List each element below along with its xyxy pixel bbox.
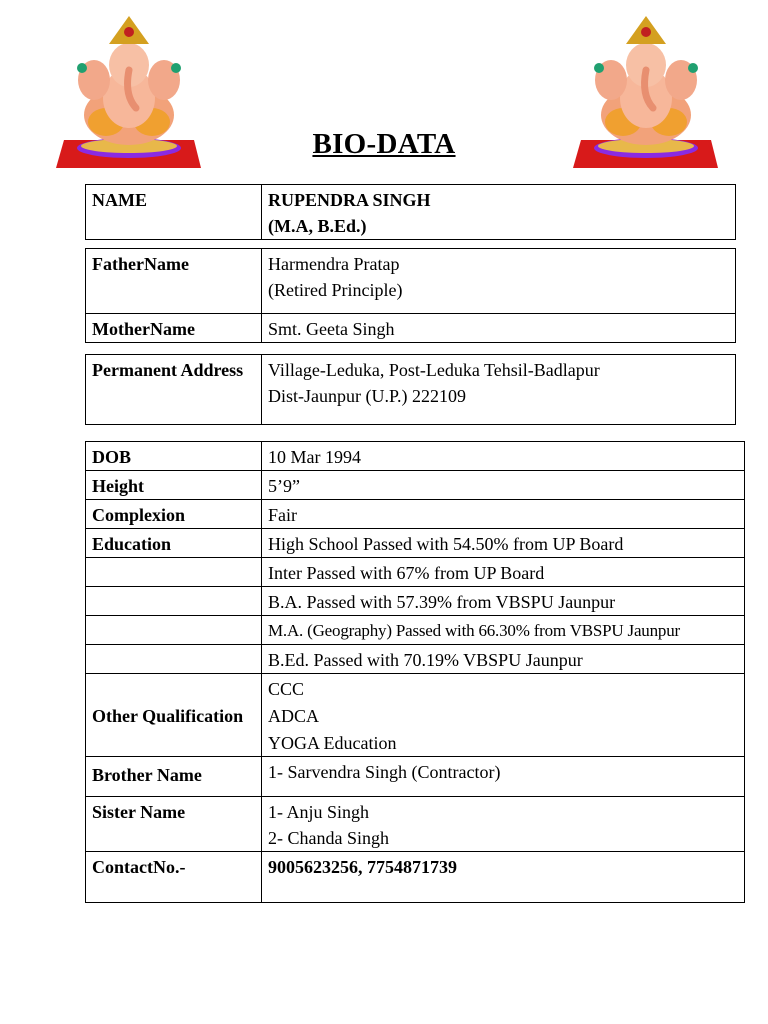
details-table	[85, 441, 745, 903]
address-line2: Dist-Jaunpur (U.P.) 222109	[268, 386, 466, 406]
sister-line1: 1- Anju Singh	[268, 802, 370, 822]
sister-label: Sister Name	[86, 797, 262, 852]
empty-cell	[86, 558, 262, 587]
mother-value: Smt. Geeta Singh	[262, 314, 736, 343]
other-item: ADCA	[268, 706, 320, 726]
education-label: Education	[86, 529, 262, 558]
mother-row	[86, 314, 736, 343]
complexion-row	[86, 500, 745, 529]
education-item: M.A. (Geography) Passed with 66.30% from VBSPU Jaunpur	[262, 616, 745, 645]
height-row	[86, 471, 745, 500]
father-value	[262, 249, 736, 314]
name-value	[262, 185, 736, 240]
contact-label: ContactNo.-	[86, 852, 262, 903]
dob-row	[86, 442, 745, 471]
father-line1: Harmendra Pratap	[268, 254, 400, 274]
address-table	[85, 354, 736, 425]
dob-label: DOB	[86, 442, 262, 471]
name-label: NAME	[86, 185, 262, 240]
name-line2: (M.A, B.Ed.)	[268, 216, 367, 236]
complexion-label: Complexion	[86, 500, 262, 529]
sister-row	[86, 797, 745, 852]
height-label: Height	[86, 471, 262, 500]
other-qualification-value	[262, 674, 745, 757]
other-qualification-row	[86, 674, 745, 757]
address-label: Permanent Address	[86, 355, 262, 425]
sister-value	[262, 797, 745, 852]
education-item: Inter Passed with 67% from UP Board	[262, 558, 745, 587]
brother-row	[86, 757, 745, 797]
father-label: FatherName	[86, 249, 262, 314]
education-row	[86, 616, 745, 645]
contact-value: 9005623256, 7754871739	[262, 852, 745, 903]
name-table	[85, 184, 736, 240]
address-row	[86, 355, 736, 425]
other-item: CCC	[268, 679, 305, 699]
contact-row	[86, 852, 745, 903]
mother-label: MotherName	[86, 314, 262, 343]
name-line1: RUPENDRA SINGH	[268, 190, 431, 210]
sister-line2: 2- Chanda Singh	[268, 828, 389, 848]
education-item: B.Ed. Passed with 70.19% VBSPU Jaunpur	[262, 645, 745, 674]
father-line2: (Retired Principle)	[268, 280, 403, 300]
education-item: High School Passed with 54.50% from UP Board	[262, 529, 745, 558]
dob-value: 10 Mar 1994	[262, 442, 745, 471]
parents-table	[85, 248, 736, 343]
other-qualification-label: Other Qualification	[86, 674, 262, 757]
complexion-value: Fair	[262, 500, 745, 529]
brother-label: Brother Name	[86, 757, 262, 797]
empty-cell	[86, 587, 262, 616]
education-row	[86, 529, 745, 558]
height-value: 5’9”	[262, 471, 745, 500]
title-text: BIO-DATA	[312, 128, 456, 160]
education-row	[86, 645, 745, 674]
other-item: YOGA Education	[268, 733, 397, 753]
father-row	[86, 249, 736, 314]
education-row	[86, 558, 745, 587]
name-row	[86, 185, 736, 240]
education-item: B.A. Passed with 57.39% from VBSPU Jaunpur	[262, 587, 745, 616]
address-line1: Village-Leduka, Post-Leduka Tehsil-Badlapur	[268, 360, 600, 380]
page-title	[0, 128, 768, 161]
address-value	[262, 355, 736, 425]
education-row	[86, 587, 745, 616]
brother-value: 1- Sarvendra Singh (Contractor)	[262, 757, 745, 797]
empty-cell	[86, 616, 262, 645]
empty-cell	[86, 645, 262, 674]
